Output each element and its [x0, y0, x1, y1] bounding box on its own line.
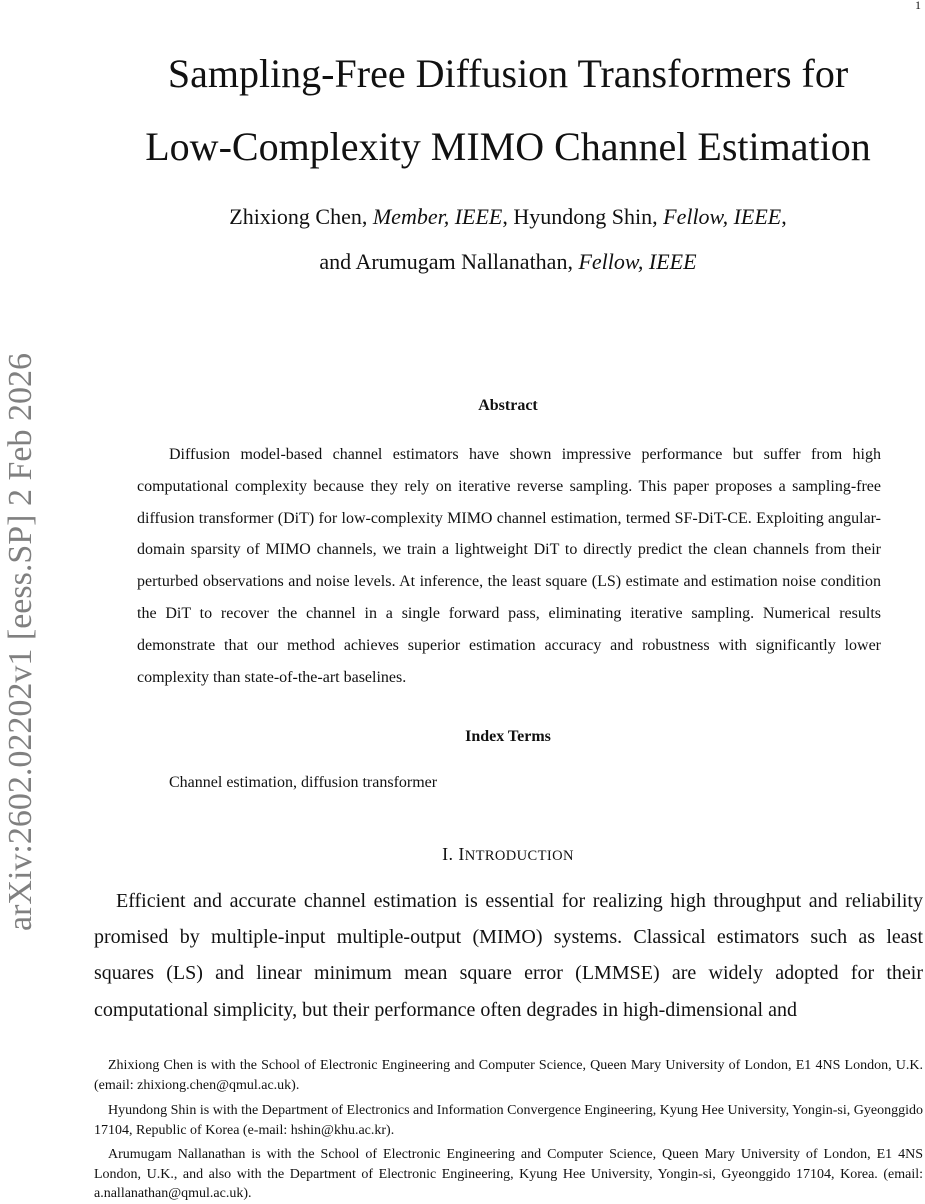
author-3-name: and Arumugam Nallanathan, — [319, 249, 579, 274]
footnote-3: Arumugam Nallanathan is with the School of Electronic Engineering and Computer Science, Queen Mary University of London, E1 4NS London, U.K., and also with the Department of Electronic Engineering, Kyung Hee University, Yongin-si, Gyeonggido 17104, Korea. (email: a.nallanathan@qmul.ac.uk). — [94, 1147, 923, 1201]
authors-line-1 — [0, 204, 925, 230]
title-line-1: Sampling-Free Diffusion Transformers for — [167, 51, 849, 96]
page-number: 1 — [915, 0, 921, 12]
title-line-2: Low-Complexity MIMO Channel Estimation — [145, 124, 871, 169]
section-title-smallcaps: NTRODUCTION — [464, 848, 574, 864]
author-1-role: Member, IEEE — [372, 204, 503, 229]
arxiv-stamp[interactable]: arXiv:2602.02202v1 [eess.SP] 2 Feb 2026 — [2, 353, 39, 931]
author-3-role: Fellow, IEEE — [578, 249, 697, 274]
author-2-name: , Hyundong Shin, — [502, 204, 664, 229]
section-numeral: I. I — [442, 844, 465, 864]
section-heading-introduction — [0, 844, 925, 865]
index-terms-heading: Index Terms — [465, 728, 551, 745]
abstract-heading: Abstract — [478, 397, 538, 414]
footnote-2: Hyundong Shin is with the Department of Electronics and Information Convergence Engineering, Kyung Hee University, Yongin-si, Gyeonggido 17104, Republic of Korea (e-mail: hshin@khu.ac.kr). — [94, 1103, 923, 1138]
author-separator: , — [781, 204, 787, 229]
index-terms-text: Channel estimation, diffusion transformer — [169, 774, 438, 791]
intro-paragraph: Efficient and accurate channel estimation is essential for realizing high throughput and reliability promised by multiple-input multiple-output (MIMO) systems. Classical estimators such as least squares (LS) and linear minimum mean square error (LMMSE) are widely adopted for their computational simplicity, but their performance often degrades in high-dimensional and — [94, 890, 923, 1021]
authors-line-2 — [0, 249, 925, 275]
author-2-role: Fellow, IEEE — [663, 204, 782, 229]
author-1-name: Zhixiong Chen, — [229, 204, 373, 229]
footnote-1: Zhixiong Chen is with the School of Electronic Engineering and Computer Science, Queen Mary University of London, E1 4NS London, U.K. (email: zhixiong.chen@qmul.ac.uk). — [94, 1058, 923, 1093]
abstract-text: Diffusion model-based channel estimators have shown impressive performance but suffer from high computational complexity because they rely on iterative reverse sampling. This paper proposes a sampling-free diffusion transformer (DiT) for low-complexity MIMO channel estimation, termed SF-DiT-CE. Exploiting angular-domain sparsity of MIMO channels, we train a lightweight DiT to directly predict the clean channels from their perturbed observations and noise levels. At inference, the least square (LS) estimate and estimation noise condition the DiT to recover the channel in a single forward pass, eliminating iterative sampling. Numerical results demonstrate that our method achieves superior estimation accuracy and robustness with significantly lower complexity than state-of-the-art baselines. — [137, 446, 881, 686]
